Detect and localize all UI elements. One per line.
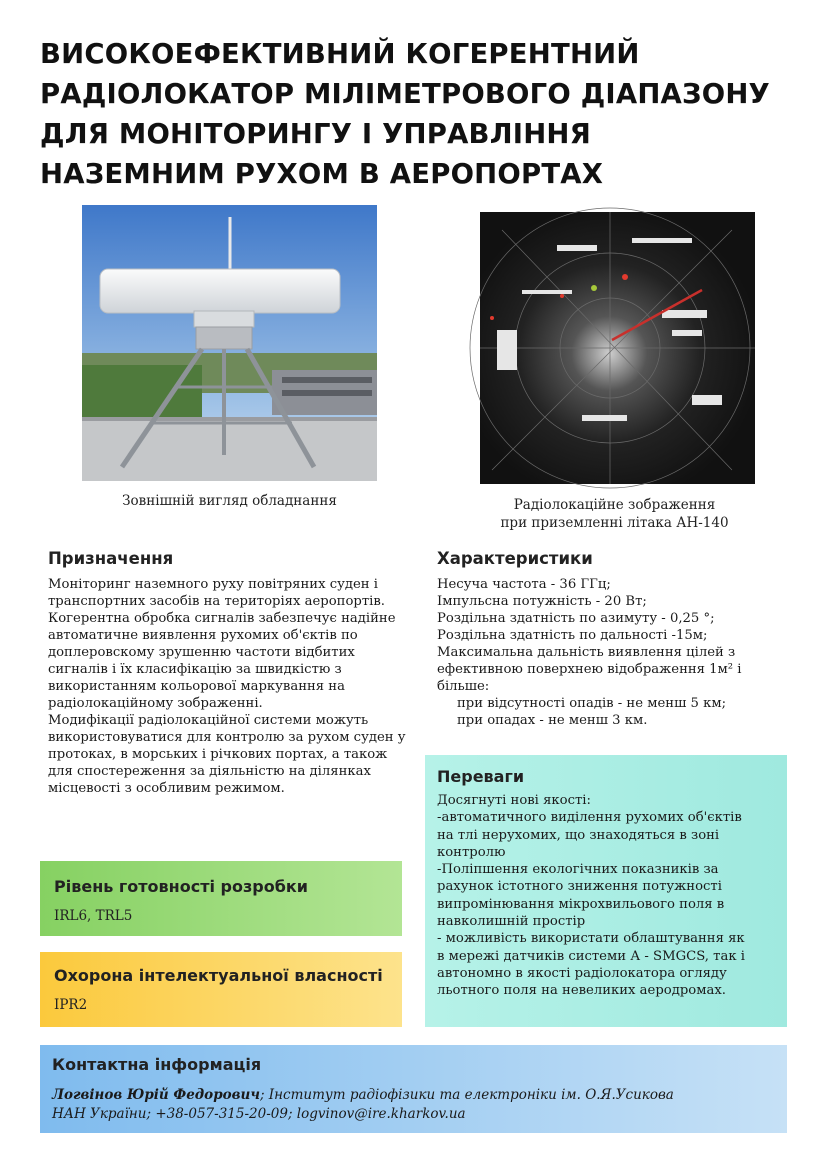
photo-caption bbox=[462, 496, 767, 532]
readiness-value: IRL6, TRL5 bbox=[54, 908, 133, 924]
purpose-text bbox=[48, 576, 408, 797]
advantage-line: в мережі датчиків системи А - SMGCS, так і bbox=[437, 948, 745, 964]
specs-list bbox=[437, 576, 797, 729]
ip-heading: Охорона інтелектуальної власності bbox=[54, 966, 383, 985]
readiness-heading: Рівень готовності розробки bbox=[54, 877, 308, 896]
contact-line bbox=[52, 1086, 775, 1105]
purpose-heading: Призначення bbox=[48, 549, 174, 568]
purpose-paragraph: Модифікації радіолокаційної системи можуть використовуватися для контролю за рухом суден у протоках, в морських і річкових портах, а також для спостереження за діяльністю на ділянках місцевості з особливим режимом. bbox=[48, 713, 406, 796]
advantage-line: -автоматичного виділення рухомих об'єктів bbox=[437, 810, 742, 826]
advantages-box bbox=[425, 755, 787, 1027]
advantage-line: на тлі нерухомих, що знаходяться в зоні bbox=[437, 827, 720, 843]
title-line: ДЛЯ МОНІТОРИНГУ І УПРАВЛІННЯ bbox=[40, 118, 591, 150]
advantages-heading: Переваги bbox=[437, 767, 525, 786]
radar-scan-image bbox=[462, 200, 767, 490]
advantage-line: випромінювання мікрохвильового поля в bbox=[437, 896, 725, 912]
radar-equipment-photo bbox=[82, 205, 377, 481]
page-title bbox=[40, 34, 810, 194]
ip-value: IPR2 bbox=[54, 997, 88, 1013]
title-line: ВИСОКОЕФЕКТИВНИЙ КОГЕРЕНТНИЙ bbox=[40, 38, 640, 70]
spec-line: при опадах - не менш 3 км. bbox=[457, 713, 648, 728]
purpose-paragraph: Моніторинг наземного руху повітряних суден і транспортних засобів на територіях аеропортів. bbox=[48, 577, 385, 609]
advantage-line: Досягнуті нові якості: bbox=[437, 793, 591, 808]
spec-line: при відсутності опадів - не менш 5 км; bbox=[457, 696, 727, 711]
readiness-box bbox=[40, 861, 402, 936]
ip-box bbox=[40, 952, 402, 1027]
advantage-line: -Поліпшення екологічних показників за bbox=[437, 862, 719, 878]
contact-details bbox=[52, 1086, 775, 1124]
spec-line: Роздільна здатність по азимуту - 0,25 °; bbox=[437, 611, 715, 626]
contact-heading: Контактна інформація bbox=[52, 1055, 262, 1074]
spec-line: Роздільна здатність по дальності -15м; bbox=[437, 628, 708, 643]
contact-name: Логвінов Юрій Федорович bbox=[52, 1087, 260, 1103]
caption-line: при приземленні літака АН-140 bbox=[500, 515, 729, 531]
title-line: РАДІОЛОКАТОР МІЛІМЕТРОВОГО ДІАПАЗОНУ bbox=[40, 78, 770, 110]
spec-line: більше: bbox=[437, 679, 490, 694]
advantages-list bbox=[437, 792, 775, 1000]
spec-line: ефективною поверхнею відображення 1м² і bbox=[437, 662, 742, 677]
advantage-line: рахунок істотного зниження потужності bbox=[437, 879, 722, 895]
advantage-line: льотного поля на невеликих аеродромах. bbox=[437, 983, 726, 999]
advantage-line: навколишній простір bbox=[437, 914, 586, 930]
title-line: НАЗЕМНИМ РУХОМ В АЕРОПОРТАХ bbox=[40, 158, 604, 190]
contact-institute: ; Інститут радіофізики та електроніки ім. О.Я.Усикова bbox=[259, 1087, 674, 1103]
specs-heading: Характеристики bbox=[437, 549, 593, 568]
caption-line: Радіолокаційне зображення bbox=[513, 497, 716, 513]
advantage-line: контролю bbox=[437, 844, 506, 860]
contact-phone-email: НАН України; +38-057-315-20-09; logvinov@ire.kharkov.ua bbox=[52, 1106, 466, 1122]
advantage-line: - можливість використати облаштування як bbox=[437, 931, 745, 947]
spec-line: Несуча частота - 36 ГГц; bbox=[437, 577, 611, 592]
purpose-paragraph: Когерентна обробка сигналів забезпечує надійне автоматичне виявлення рухомих об'єктів по доплеровскому зрушенню частоти відбитих сигналів і їх класифікацію за швидкістю з використанням кольорової маркування на радіолокаційному зображенні. bbox=[48, 611, 396, 711]
contact-box bbox=[40, 1045, 787, 1133]
spec-line: Максимальна дальність виявлення цілей з bbox=[437, 645, 736, 660]
advantage-line: автономно в якості радіолокатора огляду bbox=[437, 965, 727, 981]
spec-line: Імпульсна потужність - 20 Вт; bbox=[437, 594, 647, 609]
photo-caption: Зовнішній вигляд обладнання bbox=[122, 493, 337, 509]
